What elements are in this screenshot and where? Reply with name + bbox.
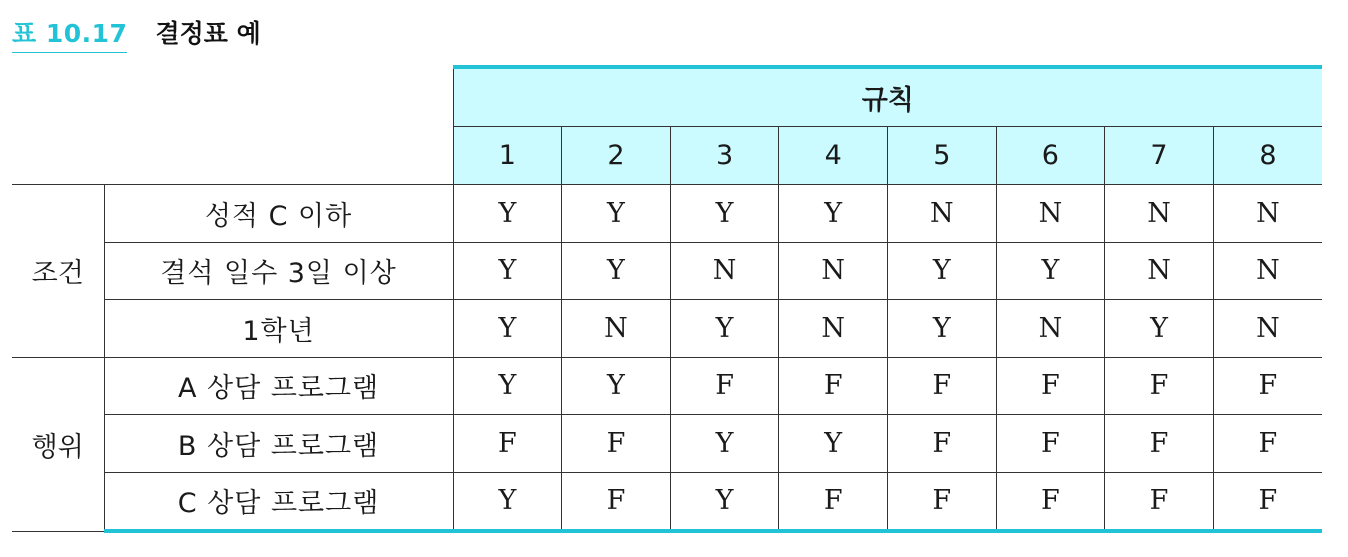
row-label: A 상담 프로그램 [104,357,453,415]
cell-value: F [996,357,1105,415]
cell-value: Y [996,242,1105,300]
table-row [12,472,1322,531]
cell-value: Y [453,357,562,415]
cell-value: F [887,415,996,473]
cell-value: F [670,357,779,415]
cell-value: F [1105,415,1214,473]
cell-value: N [1105,185,1214,243]
cell-value: F [562,472,671,531]
cell-value: F [779,472,888,531]
rule-number: 6 [996,127,1105,185]
cell-value: N [1213,242,1322,300]
row-label: C 상담 프로그램 [104,472,453,531]
rule-number: 8 [1213,127,1322,185]
cell-value: F [996,472,1105,531]
header-blank-corner [12,67,453,185]
cell-value: Y [670,185,779,243]
cell-value: F [887,472,996,531]
cell-value: N [887,185,996,243]
cell-value: F [1105,357,1214,415]
cell-value: N [670,242,779,300]
cell-value: F [887,357,996,415]
cell-value: Y [670,300,779,358]
cell-value: N [996,185,1105,243]
cell-value: Y [453,242,562,300]
cell-value: Y [887,300,996,358]
rule-number: 7 [1105,127,1214,185]
cell-value: F [996,415,1105,473]
cell-value: N [779,300,888,358]
cell-value: F [453,415,562,473]
row-label: 성적 C 이하 [104,185,453,243]
cell-value: N [996,300,1105,358]
rule-number: 2 [562,127,671,185]
row-label: 결석 일수 3일 이상 [104,242,453,300]
cell-value: Y [887,242,996,300]
cell-value: N [1105,242,1214,300]
cell-value: N [562,300,671,358]
decision-table [12,65,1322,533]
table-number: 표 10.17 [12,14,127,53]
rule-number: 3 [670,127,779,185]
rules-header: 규칙 [453,67,1322,127]
rule-number: 4 [779,127,888,185]
row-label: 1학년 [104,300,453,358]
cell-value: Y [453,300,562,358]
group-label-actions: 행위 [12,357,104,531]
cell-value: F [1213,472,1322,531]
cell-value: F [1105,472,1214,531]
cell-value: F [779,357,888,415]
cell-value: Y [453,185,562,243]
table-caption [12,14,261,48]
cell-value: F [562,415,671,473]
table-row [12,300,1322,358]
cell-value: Y [453,472,562,531]
cell-value: Y [562,185,671,243]
table-row [12,242,1322,300]
cell-value: N [1213,185,1322,243]
table-row [12,415,1322,473]
cell-value: Y [670,472,779,531]
row-label: B 상담 프로그램 [104,415,453,473]
table-row [12,185,1322,243]
table-row [12,357,1322,415]
cell-value: N [779,242,888,300]
cell-value: Y [562,242,671,300]
rule-number: 1 [453,127,562,185]
cell-value: Y [779,185,888,243]
table-title: 결정표 예 [155,19,261,48]
cell-value: Y [562,357,671,415]
cell-value: N [1213,300,1322,358]
cell-value: Y [670,415,779,473]
cell-value: F [1213,357,1322,415]
group-label-conditions: 조건 [12,185,104,358]
cell-value: Y [1105,300,1214,358]
rule-number: 5 [887,127,996,185]
cell-value: F [1213,415,1322,473]
cell-value: Y [779,415,888,473]
